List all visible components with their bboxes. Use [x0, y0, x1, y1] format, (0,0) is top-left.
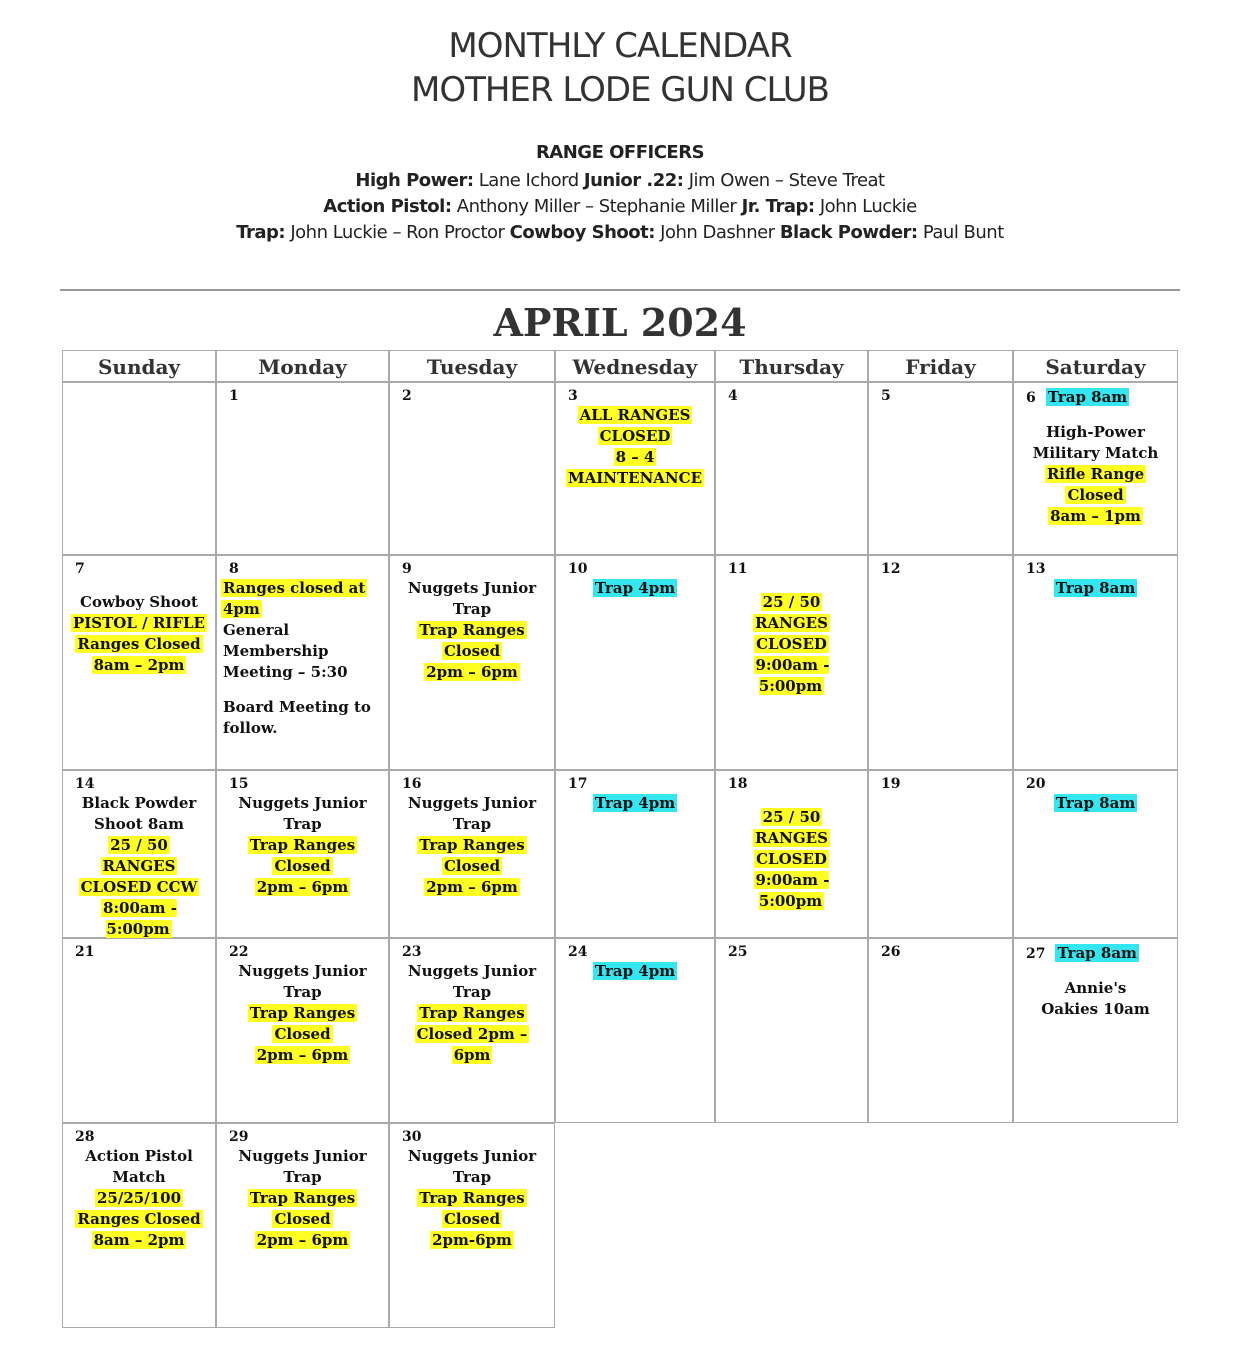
weekday-header: Tuesday: [389, 350, 555, 382]
day-cell: [868, 938, 1013, 1123]
event-line: [560, 447, 710, 468]
weekday-header: Saturday: [1013, 350, 1178, 382]
day-number: 14: [75, 776, 95, 792]
event-text: Closed 2pm –: [416, 1025, 528, 1043]
event-text: 2pm – 6pm: [256, 1046, 349, 1064]
event-text: 25 / 50: [110, 836, 168, 854]
event-line: [67, 898, 211, 940]
event-line: [394, 1230, 550, 1251]
day-number: 25: [728, 944, 748, 960]
month-title: APRIL 2024: [493, 300, 747, 345]
event-line: [560, 468, 710, 489]
event-line: [394, 877, 550, 898]
event-line: [720, 870, 863, 912]
event-text: Closed: [274, 1210, 331, 1228]
event-line: [221, 1188, 384, 1209]
event-text: Trap Ranges: [249, 1004, 356, 1022]
event-line: [394, 599, 550, 620]
empty-cell: [555, 1123, 715, 1328]
event-text: 25/25/100: [96, 1189, 182, 1207]
doc-title: MONTHLY CALENDAR: [448, 26, 792, 66]
day-cell: [868, 770, 1013, 938]
event-text: MAINTENANCE: [568, 469, 702, 487]
event-line: [221, 1024, 384, 1045]
officer-role: Trap:: [236, 222, 286, 243]
event-line: [394, 814, 550, 835]
event-text: Nuggets Junior: [238, 1147, 367, 1165]
event-text: Closed: [443, 642, 501, 660]
day-cell: [555, 938, 715, 1123]
event-text: CLOSED: [756, 635, 827, 653]
day-number: 18: [728, 776, 748, 792]
event-line: [221, 814, 384, 835]
event-text: 2pm – 6pm: [426, 663, 518, 681]
event-line: [1055, 943, 1138, 964]
day-number: 22: [229, 944, 249, 960]
event-text: 2pm – 6pm: [256, 1231, 349, 1249]
event-line: [394, 578, 550, 599]
officer-names: John Dashner: [654, 222, 780, 243]
day-number: 4: [728, 388, 738, 404]
event-text: 2pm – 6pm: [256, 878, 349, 896]
event-line: [221, 1230, 384, 1251]
event-text: 8:00am - 5:00pm: [103, 899, 177, 938]
day-cell: [555, 382, 715, 555]
event-text: Board Meeting to: [223, 698, 371, 716]
day-cell: [715, 938, 868, 1123]
event-text: Military Match: [1032, 444, 1159, 462]
event-line: [221, 1146, 384, 1167]
event-text: Trap Ranges: [249, 1189, 356, 1207]
event-text: Annie's: [1064, 979, 1127, 997]
event-line: [560, 961, 710, 982]
weekday-header: Friday: [868, 350, 1013, 382]
event-line: [720, 634, 863, 655]
event-line: [394, 1024, 550, 1045]
event-line: [221, 1045, 384, 1066]
day-cell: [389, 770, 555, 938]
event-text: PISTOL / RIFLE: [73, 614, 205, 632]
day-cell: [62, 555, 216, 770]
event-line: [394, 1146, 550, 1167]
event-line: [720, 613, 863, 634]
event-text: Trap: [452, 815, 492, 833]
event-line: [394, 793, 550, 814]
day-number: 15: [229, 776, 249, 792]
event-text: General: [223, 621, 290, 639]
day-cell: [389, 1123, 555, 1328]
event-line: [67, 634, 211, 655]
event-text: Meeting – 5:30: [223, 663, 348, 681]
day-cell: [62, 938, 216, 1123]
event-line: [221, 1003, 384, 1024]
day-cell: [216, 1123, 389, 1328]
event-text: High-Power: [1046, 423, 1145, 441]
event-text: RANGES: [102, 857, 176, 875]
empty-cell: [715, 1123, 868, 1328]
club-name: MOTHER LODE GUN CLUB: [411, 70, 829, 110]
event-text: Ranges Closed: [77, 635, 201, 653]
event-line: [221, 1167, 384, 1188]
day-cell: [555, 555, 715, 770]
event-line: [560, 426, 710, 447]
day-cell: [555, 770, 715, 938]
event-line: [67, 655, 211, 676]
event-line: [67, 578, 211, 592]
event-text: Closed: [443, 1210, 501, 1228]
event-text: RANGES: [755, 614, 828, 632]
event-text: Match: [112, 1168, 166, 1186]
event-line: [720, 849, 863, 870]
event-text: Trap 8am: [1055, 579, 1136, 597]
day-cell: [715, 382, 868, 555]
event-line: [67, 1188, 211, 1209]
officer-role: Junior .22:: [583, 170, 684, 191]
event-text: Ranges Closed: [77, 1210, 201, 1228]
range-officers-line: [0, 196, 1240, 217]
event-text: Oakies 10am: [1041, 1000, 1150, 1018]
event-text: Trap Ranges: [249, 836, 356, 854]
day-number: 10: [568, 561, 588, 577]
event-line: [221, 641, 384, 662]
officer-names: Paul Bunt: [917, 222, 1004, 243]
event-text: ALL RANGES: [579, 406, 691, 424]
event-text: 8am – 2pm: [93, 656, 185, 674]
day-number: 23: [402, 944, 422, 960]
event-line: [394, 620, 550, 641]
event-line: [221, 877, 384, 898]
day-cell: [216, 938, 389, 1123]
event-text: follow.: [223, 719, 278, 737]
event-line: [720, 578, 863, 592]
event-line: [1018, 408, 1173, 422]
event-text: Ranges closed at: [223, 579, 366, 597]
event-line: [221, 793, 384, 814]
event-text: CLOSED: [756, 850, 827, 868]
event-text: Closed: [274, 1025, 331, 1043]
officer-names: Jim Owen – Steve Treat: [683, 170, 885, 191]
event-line: [560, 405, 710, 426]
event-text: Nuggets Junior: [407, 962, 537, 980]
range-officers-heading: RANGE OFFICERS: [535, 142, 705, 163]
day-cell: [715, 770, 868, 938]
empty-cell: [1013, 1123, 1178, 1328]
event-line: [67, 1146, 211, 1167]
officer-role: Jr. Trap:: [741, 196, 815, 217]
event-text: 8am – 1pm: [1050, 507, 1141, 525]
day-number: 12: [881, 561, 901, 577]
officer-names: Anthony Miller – Stephanie Miller: [451, 196, 742, 217]
event-line: [1018, 485, 1173, 506]
event-line: [1018, 793, 1173, 814]
event-text: Black Powder: [81, 794, 197, 812]
event-line: [394, 982, 550, 1003]
day-number: 19: [881, 776, 901, 792]
event-line: [720, 807, 863, 828]
event-text: 9:00am - 5:00pm: [755, 871, 830, 910]
event-text: Trap Ranges: [419, 1189, 525, 1207]
event-line: [720, 655, 863, 697]
event-line: [1018, 506, 1173, 527]
event-line: [67, 1167, 211, 1188]
event-text: Nuggets Junior: [238, 962, 367, 980]
event-text: 2pm-6pm: [432, 1231, 512, 1249]
event-line: [221, 1209, 384, 1230]
day-cell: [868, 382, 1013, 555]
day-number: 24: [568, 944, 588, 960]
event-text: 6pm: [453, 1046, 491, 1064]
event-line: [67, 793, 211, 814]
day-number: 7: [75, 561, 85, 577]
event-text: Trap Ranges: [419, 836, 525, 854]
day-number: 9: [402, 561, 412, 577]
range-officers-line: [0, 222, 1240, 243]
event-line: [394, 1167, 550, 1188]
event-line: [1018, 964, 1173, 978]
event-line: [221, 578, 384, 599]
day-number: 2: [402, 388, 412, 404]
event-text: Nuggets Junior: [407, 1147, 537, 1165]
event-line: [221, 856, 384, 877]
event-text: Closed: [443, 857, 501, 875]
event-line: [394, 662, 550, 683]
event-text: Rifle Range: [1046, 465, 1145, 483]
day-number: [67, 387, 211, 405]
day-number: 11: [728, 561, 748, 577]
event-text: Trap: [452, 1168, 492, 1186]
divider: [60, 289, 1180, 291]
event-text: Trap 4pm: [594, 962, 676, 980]
event-line: [221, 982, 384, 1003]
event-line: [221, 835, 384, 856]
event-text: 9:00am - 5:00pm: [755, 656, 830, 695]
event-text: Action Pistol: [85, 1147, 193, 1165]
event-line: [67, 835, 211, 856]
officer-names: Lane Ichord: [473, 170, 584, 191]
event-text: 25 / 50: [762, 593, 821, 611]
event-line: [394, 1045, 550, 1066]
event-text: Trap 8am: [1057, 944, 1137, 962]
event-text: Trap: [452, 983, 492, 1001]
day-cell: [1013, 555, 1178, 770]
day-number: 21: [75, 944, 95, 960]
event-line: [1018, 578, 1173, 599]
event-text: Nuggets Junior: [238, 794, 367, 812]
day-number: 3: [568, 388, 578, 404]
day-cell: [389, 382, 555, 555]
day-number: 26: [881, 944, 901, 960]
event-line: [394, 961, 550, 982]
day-number: 27: [1026, 946, 1046, 962]
event-text: Trap: [283, 983, 322, 1001]
weekday-header: Wednesday: [555, 350, 715, 382]
event-line: [221, 620, 384, 641]
event-text: Trap 8am: [1055, 794, 1136, 812]
day-number: 20: [1026, 776, 1046, 792]
day-number: 13: [1026, 561, 1046, 577]
event-text: 8 – 4: [615, 448, 655, 466]
event-line: [394, 835, 550, 856]
weekday-header: Sunday: [62, 350, 216, 382]
range-officers-line: [0, 170, 1240, 191]
event-text: Closed: [1067, 486, 1124, 504]
day-cell: [62, 770, 216, 938]
day-number: 29: [229, 1129, 249, 1145]
event-line: [221, 599, 384, 620]
event-line: [1046, 387, 1129, 408]
event-line: [560, 793, 710, 814]
day-cell: [715, 555, 868, 770]
event-line: [221, 662, 384, 683]
event-text: Trap 4pm: [594, 579, 676, 597]
officer-names: John Luckie – Ron Proctor: [285, 222, 510, 243]
event-line: [67, 814, 211, 835]
event-text: Trap: [283, 1168, 322, 1186]
event-line: [394, 1188, 550, 1209]
event-line: [221, 683, 384, 697]
event-line: [1018, 443, 1173, 464]
officer-role: Black Powder:: [779, 222, 918, 243]
day-number: 6: [1026, 390, 1036, 406]
day-cell: [389, 555, 555, 770]
officer-role: High Power:: [355, 170, 474, 191]
event-line: [67, 592, 211, 613]
day-cell: [1013, 770, 1178, 938]
event-line: [67, 1230, 211, 1251]
event-line: [1018, 999, 1173, 1020]
event-line: [67, 613, 211, 634]
officer-role: Cowboy Shoot:: [509, 222, 655, 243]
day-number: 1: [229, 388, 239, 404]
event-line: [1018, 422, 1173, 443]
day-cell: [1013, 938, 1178, 1123]
event-text: 25 / 50: [762, 808, 821, 826]
day-number: 5: [881, 388, 891, 404]
event-text: Trap 8am: [1047, 388, 1128, 406]
event-text: Trap Ranges: [419, 1004, 525, 1022]
event-text: 2pm – 6pm: [426, 878, 518, 896]
event-line: [221, 961, 384, 982]
weekday-header: Thursday: [715, 350, 868, 382]
day-cell: [216, 555, 389, 770]
event-text: 4pm: [223, 600, 260, 618]
event-line: [67, 856, 211, 877]
event-line: [1018, 464, 1173, 485]
event-text: Shoot 8am: [94, 815, 184, 833]
event-text: Closed: [274, 857, 331, 875]
event-line: [1018, 978, 1173, 999]
day-cell: [216, 770, 389, 938]
event-text: CLOSED CCW: [80, 878, 198, 896]
empty-cell: [868, 1123, 1013, 1328]
day-cell: [1013, 382, 1178, 555]
event-line: [720, 828, 863, 849]
day-number: 8: [229, 561, 239, 577]
weekday-header: Monday: [216, 350, 389, 382]
event-text: Trap Ranges: [419, 621, 525, 639]
event-text: Nuggets Junior: [407, 579, 537, 597]
event-line: [394, 641, 550, 662]
day-cell: [216, 382, 389, 555]
event-line: [67, 1209, 211, 1230]
event-text: Trap: [283, 815, 322, 833]
event-line: [720, 592, 863, 613]
event-line: [560, 578, 710, 599]
event-text: Trap 4pm: [594, 794, 676, 812]
event-line: [720, 793, 863, 807]
event-line: [67, 877, 211, 898]
day-cell: [868, 555, 1013, 770]
officer-role: Action Pistol:: [323, 196, 452, 217]
event-text: Membership: [223, 642, 329, 660]
event-text: Trap: [452, 600, 492, 618]
event-line: [394, 1209, 550, 1230]
day-cell: [62, 382, 216, 555]
day-number: 30: [402, 1129, 422, 1145]
day-number: 16: [402, 776, 422, 792]
event-text: 8am – 2pm: [93, 1231, 185, 1249]
event-line: [221, 718, 384, 739]
event-text: RANGES: [755, 829, 828, 847]
event-line: [221, 697, 384, 718]
event-line: [394, 856, 550, 877]
day-cell: [389, 938, 555, 1123]
calendar-grid: [62, 350, 1178, 1328]
event-text: Nuggets Junior: [407, 794, 537, 812]
day-number: 28: [75, 1129, 95, 1145]
day-cell: [62, 1123, 216, 1328]
event-line: [394, 1003, 550, 1024]
day-number: 17: [568, 776, 588, 792]
event-text: CLOSED: [599, 427, 671, 445]
officer-names: John Luckie: [814, 196, 917, 217]
event-text: Cowboy Shoot: [80, 593, 198, 611]
